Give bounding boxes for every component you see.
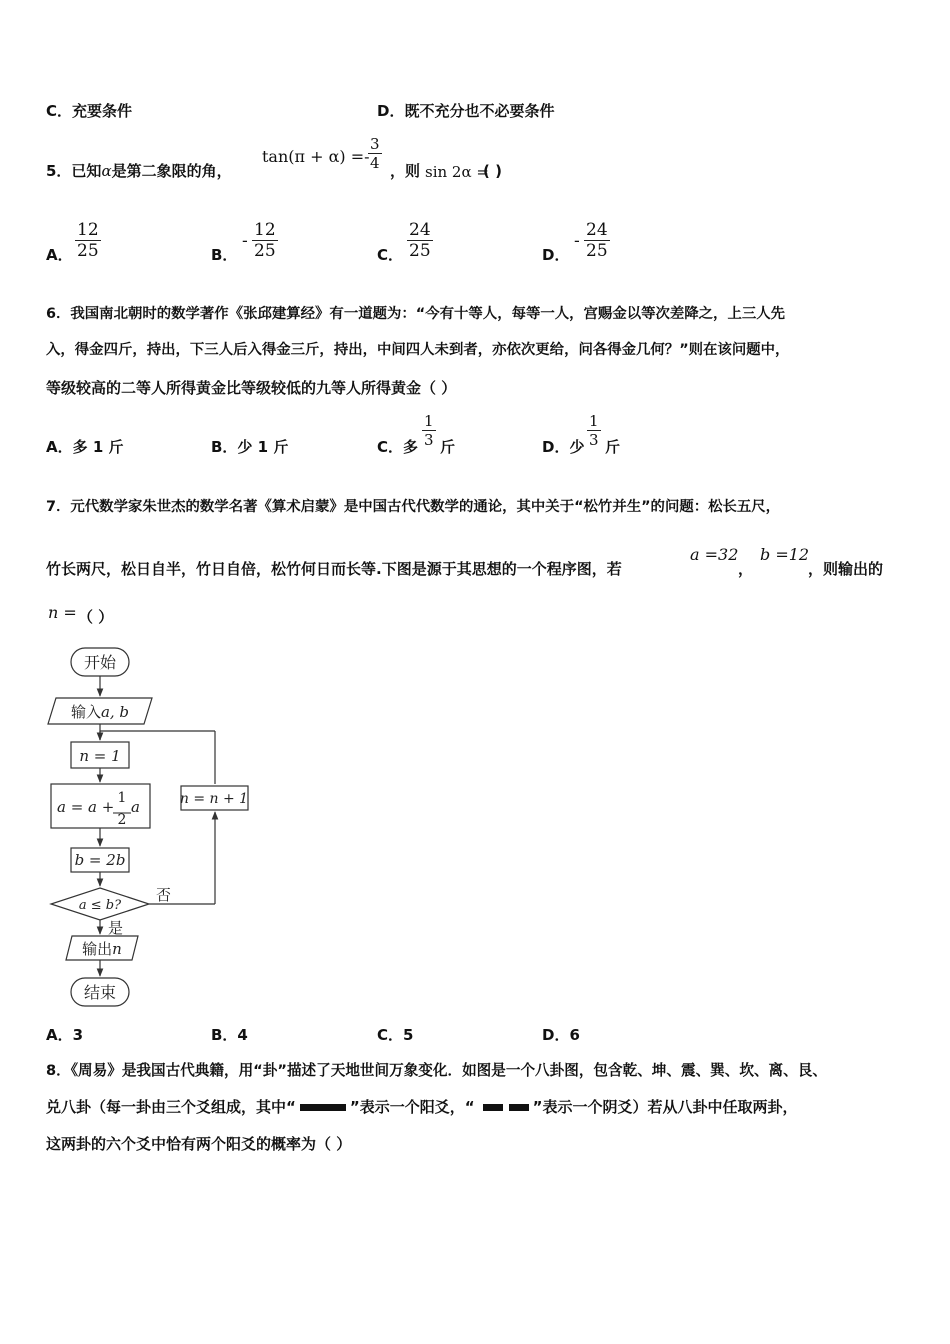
q5-option-d-sign: - xyxy=(574,231,580,251)
flow-start-label: 开始 xyxy=(83,653,117,672)
flow-yes-label: 是 xyxy=(108,919,124,937)
q7-line-2: 竹长两尺，松日自半，竹日自倍，松竹何日而长等.下图是源于其思想的一个程序图，若 xyxy=(46,560,622,578)
q8-line-2 xyxy=(46,1097,797,1117)
q5-option-d-frac xyxy=(584,220,610,261)
q5-frac-num: 3 xyxy=(370,135,380,153)
q5-stem xyxy=(46,161,232,181)
q6-option-d-den: 3 xyxy=(589,431,599,449)
q6-option-d-frac xyxy=(587,412,601,449)
q5-then: ，则 xyxy=(390,162,421,180)
flow-update-b-label: b = 2b xyxy=(74,851,126,869)
flow-update-a-right: a xyxy=(131,798,140,816)
q7-comma: ， xyxy=(738,560,754,578)
q6-option-d-unit: 斤 xyxy=(605,438,621,456)
q5-option-b-sign: - xyxy=(242,231,248,251)
q8-line-1: 8．《周易》是我国古代典籍，用“卦”描述了天地世间万象变化．如图是一个八卦图，包含乾、坤、震、巽、坎、离、艮、 xyxy=(46,1062,827,1079)
yang-line-icon xyxy=(300,1104,346,1111)
q6-option-c-unit: 斤 xyxy=(440,438,456,456)
flow-input-text: 输入 xyxy=(70,703,101,721)
q7-option-d: D．6 xyxy=(542,1026,580,1044)
q7-a-expr: a =32 xyxy=(690,545,739,564)
flow-update-a-den: 2 xyxy=(117,812,127,828)
q8-line-2-b: ”表示一个阳爻，“ xyxy=(349,1098,475,1116)
q5-expr-right: sin 2α = xyxy=(425,163,489,181)
flow-input-label xyxy=(71,703,129,721)
q5-option-a-label: A． xyxy=(46,246,73,264)
q5-expr-left: tan(π + α) =- xyxy=(262,147,370,166)
q6-line-2: 入，得金四斤，持出，下三人后入得金三斤，持出，中间四人未到者，亦依次更给，问各得金几何？”则在该问题中， xyxy=(46,342,790,358)
q4-option-c: C．充要条件 xyxy=(46,102,133,120)
flow-update-a-left: a = a + xyxy=(57,798,115,816)
q4-option-d: D．既不充分也不必要条件 xyxy=(377,102,555,120)
flow-condition-label: a ≤ b? xyxy=(78,898,122,913)
q6-option-a: A．多 1 斤 xyxy=(46,438,124,456)
yin-line-right-icon xyxy=(509,1104,529,1111)
q7-flowchart xyxy=(40,642,300,1012)
q7-paren: （ ） xyxy=(78,608,114,626)
q5-fraction xyxy=(368,135,382,172)
flow-output-label xyxy=(82,940,122,958)
flow-end-label: 结束 xyxy=(83,983,117,1002)
q6-option-c-num: 1 xyxy=(424,412,434,430)
q6-option-c-den: 3 xyxy=(424,431,434,449)
flow-no-label: 否 xyxy=(156,886,172,904)
q7-b-expr: b =12 xyxy=(760,545,810,564)
q7-option-c: C．5 xyxy=(377,1026,414,1044)
q7-option-b: B．4 xyxy=(211,1026,248,1044)
q5-option-b-label: B． xyxy=(211,246,238,264)
q5-frac-den: 4 xyxy=(370,154,380,172)
flow-input-vars: a, b xyxy=(100,703,130,721)
flow-increment-label: n = n + 1 xyxy=(179,791,249,807)
q7-n-expr: n = xyxy=(48,603,77,622)
flow-init-label: n = 1 xyxy=(79,747,121,765)
q5-option-c-label: C． xyxy=(377,246,404,264)
q5-option-b-num: 12 xyxy=(254,220,276,240)
q8-line-2-a: 兑八卦（每一卦由三个爻组成，其中“ xyxy=(46,1098,296,1116)
q5-option-a-den: 25 xyxy=(77,241,99,261)
q5-paren: ( ) xyxy=(483,162,502,180)
q5-option-c-frac xyxy=(407,220,433,261)
q6-option-d-label: D．少 xyxy=(542,438,585,456)
q5-option-c-num: 24 xyxy=(409,220,431,240)
q5-option-d-num: 24 xyxy=(586,220,608,240)
flow-output-text: 输出 xyxy=(82,940,113,958)
q8-line-2-c: ”表示一个阴爻）若从八卦中任取两卦， xyxy=(532,1098,798,1116)
q5-option-c-den: 25 xyxy=(409,241,431,261)
flow-update-a-num: 1 xyxy=(117,790,127,806)
q5-option-d-den: 25 xyxy=(586,241,608,261)
q7-line-2-end: ，则输出的 xyxy=(808,560,884,578)
yin-line-left-icon xyxy=(483,1104,503,1111)
q6-option-c-frac xyxy=(422,412,436,449)
q6-option-b: B．少 1 斤 xyxy=(211,438,289,456)
q5-option-a-num: 12 xyxy=(77,220,99,240)
q8-line-3: 这两卦的六个爻中恰有两个阳爻的概率为（ ） xyxy=(46,1135,352,1153)
q5-option-d-label: D． xyxy=(542,246,570,264)
q7-option-a: A．3 xyxy=(46,1026,84,1044)
q5-option-b-den: 25 xyxy=(254,241,276,261)
q6-line-3: 等级较高的二等人所得黄金比等级较低的九等人所得黄金（ ） xyxy=(46,379,457,397)
q5-mid: 是第二象限的角， xyxy=(111,162,232,180)
q6-line-1: 6．我国南北朝时的数学著作《张邱建算经》有一道题为：“今有十等人，每等一人，宫赐金以等次差降之，上三人先 xyxy=(46,306,786,322)
q5-alpha: α xyxy=(101,162,112,180)
q5-prefix: 5．已知 xyxy=(46,162,102,180)
q6-option-c-label: C．多 xyxy=(377,438,419,456)
q5-option-a-frac xyxy=(75,220,101,261)
flow-output-var: n xyxy=(112,940,122,958)
q6-option-d-num: 1 xyxy=(589,412,599,430)
q7-line-1: 7．元代数学家朱世杰的数学名著《算术启蒙》是中国古代代数学的通论，其中关于“松竹并生”的问题：松长五尺， xyxy=(46,499,781,515)
q5-option-b-frac xyxy=(252,220,278,261)
